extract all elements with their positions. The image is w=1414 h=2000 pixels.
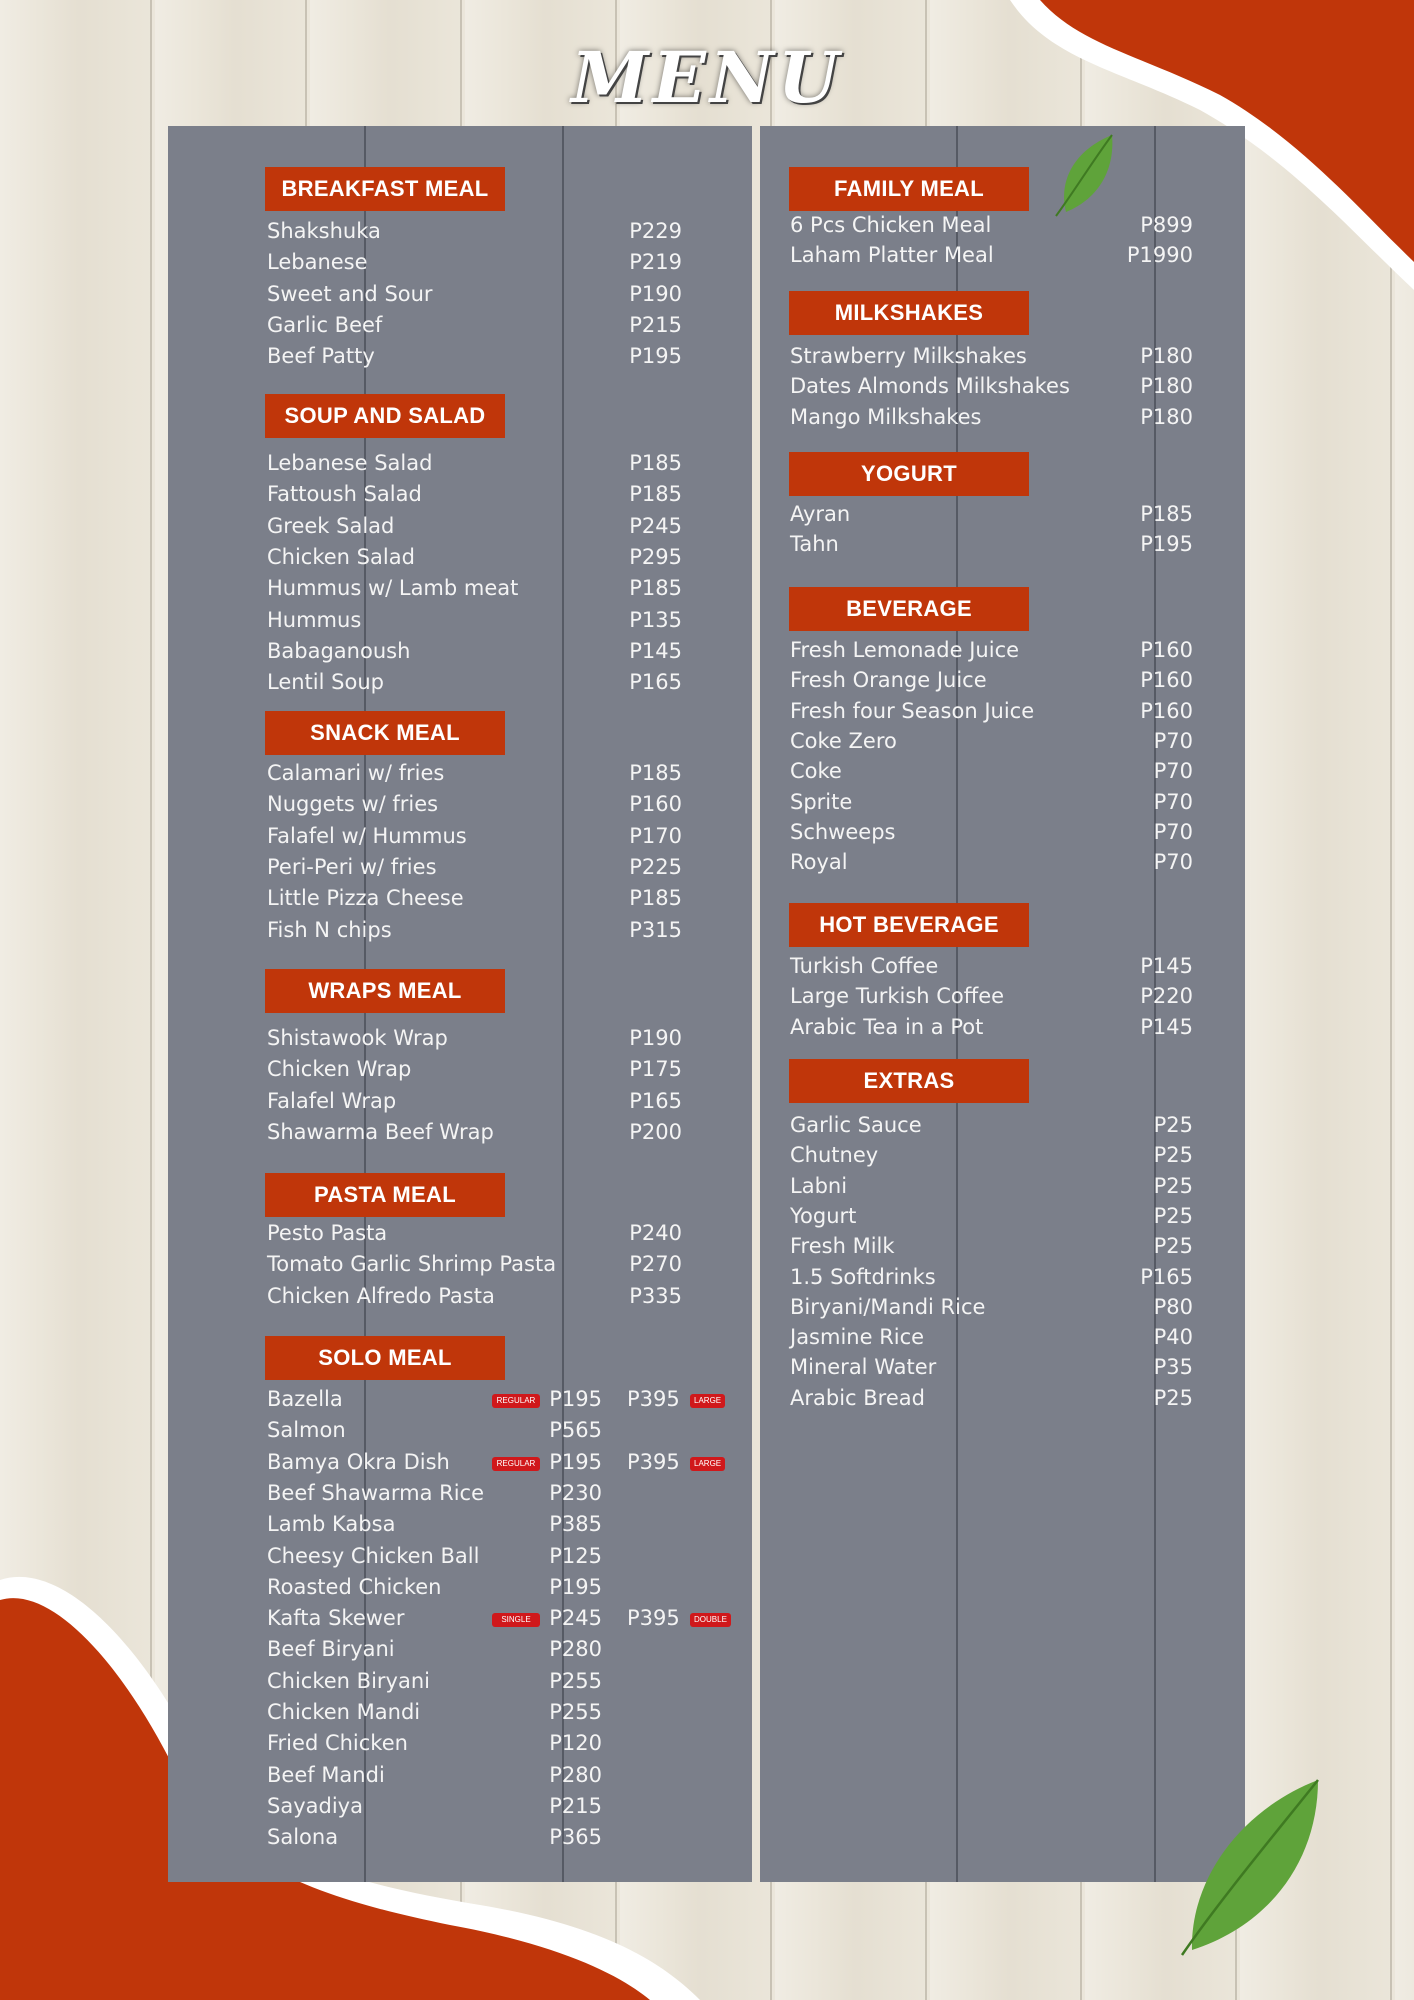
item-name: Falafel Wrap bbox=[267, 1088, 397, 1113]
item-name: Garlic Sauce bbox=[790, 1113, 922, 1137]
item-name: Greek Salad bbox=[267, 513, 395, 538]
item-price: P195 bbox=[549, 1387, 602, 1411]
item-price: P145 bbox=[1140, 954, 1193, 978]
menu-item bbox=[790, 790, 1414, 820]
size-tag: REGULAR bbox=[492, 1394, 540, 1408]
item-price-2: P395 bbox=[627, 1387, 680, 1411]
item-name: Chutney bbox=[790, 1143, 879, 1168]
item-name: 6 Pcs Chicken Meal bbox=[790, 213, 992, 237]
item-name: Chicken Mandi bbox=[267, 1700, 421, 1724]
section-header: SNACK MEAL bbox=[265, 711, 505, 755]
menu-item bbox=[790, 344, 1414, 374]
item-price: P255 bbox=[549, 1668, 602, 1693]
item-price: P160 bbox=[1140, 638, 1193, 662]
item-name: Sprite bbox=[790, 789, 853, 814]
menu-item bbox=[267, 1450, 1414, 1480]
item-name: Chicken Wrap bbox=[267, 1057, 412, 1082]
item-price: P335 bbox=[629, 1283, 682, 1308]
item-name: Coke bbox=[790, 759, 842, 784]
menu-item bbox=[267, 1575, 1414, 1605]
size-tag: SINGLE bbox=[492, 1613, 540, 1627]
item-name: Beef Mandi bbox=[267, 1762, 385, 1787]
item-name: Lebanese Salad bbox=[267, 451, 433, 475]
item-name: Fresh Milk bbox=[790, 1234, 895, 1259]
item-name: Sweet and Sour bbox=[267, 281, 433, 306]
item-price: P70 bbox=[1153, 728, 1193, 753]
item-price: P215 bbox=[549, 1793, 602, 1818]
menu-item bbox=[267, 1825, 1414, 1855]
item-price: P365 bbox=[549, 1825, 602, 1850]
item-name: Fried Chicken bbox=[267, 1731, 408, 1756]
menu-item bbox=[790, 1325, 1414, 1355]
section-header: FAMILY MEAL bbox=[789, 167, 1029, 211]
item-name: Beef Biryani bbox=[267, 1637, 395, 1662]
item-price: P195 bbox=[629, 344, 682, 369]
item-price: P25 bbox=[1153, 1385, 1193, 1410]
menu-item bbox=[267, 1700, 1414, 1730]
item-price: P180 bbox=[1140, 404, 1193, 429]
item-price: P385 bbox=[549, 1512, 602, 1537]
item-price: P120 bbox=[549, 1731, 602, 1756]
item-price: P1990 bbox=[1126, 243, 1193, 268]
item-price: P245 bbox=[549, 1606, 602, 1631]
item-name: Cheesy Chicken Ball bbox=[267, 1543, 480, 1568]
item-name: Roasted Chicken bbox=[267, 1574, 442, 1599]
item-name: Fresh Lemonade Juice bbox=[790, 638, 1020, 662]
menu-item bbox=[267, 1481, 1414, 1511]
item-name: Calamari w/ fries bbox=[267, 761, 445, 785]
item-price: P160 bbox=[1140, 668, 1193, 693]
item-name: Dates Almonds Milkshakes bbox=[790, 374, 1070, 399]
item-name: Falafel w/ Hummus bbox=[267, 823, 467, 848]
menu-item bbox=[790, 405, 1414, 435]
item-name: Beef Patty bbox=[267, 344, 375, 369]
menu-item bbox=[790, 850, 1414, 880]
section-header: EXTRAS bbox=[789, 1059, 1029, 1103]
item-price: P40 bbox=[1153, 1325, 1193, 1350]
section-header: HOT BEVERAGE bbox=[789, 903, 1029, 947]
item-price: P170 bbox=[629, 823, 682, 848]
item-name: Shakshuka bbox=[267, 219, 381, 243]
menu-item bbox=[267, 1512, 1414, 1542]
menu-item bbox=[790, 502, 1414, 532]
item-price: P145 bbox=[1140, 1014, 1193, 1039]
item-price: P25 bbox=[1153, 1234, 1193, 1259]
item-price: P80 bbox=[1153, 1294, 1193, 1319]
item-price: P135 bbox=[629, 607, 682, 632]
item-price: P229 bbox=[629, 219, 682, 243]
item-name: Jasmine Rice bbox=[790, 1325, 925, 1350]
item-name: Beef Shawarma Rice bbox=[267, 1480, 485, 1505]
item-price: P195 bbox=[549, 1574, 602, 1599]
section-header: SOLO MEAL bbox=[265, 1336, 505, 1380]
item-price: P185 bbox=[629, 886, 682, 911]
item-price: P185 bbox=[629, 761, 682, 785]
menu-item bbox=[790, 954, 1414, 984]
item-name: Labni bbox=[790, 1173, 848, 1198]
section-header: SOUP AND SALAD bbox=[265, 394, 505, 438]
item-name: Arabic Bread bbox=[790, 1385, 925, 1410]
menu-item bbox=[790, 699, 1414, 729]
item-name: Salona bbox=[267, 1825, 339, 1850]
item-name: Tomato Garlic Shrimp Pasta bbox=[267, 1252, 557, 1277]
item-price: P215 bbox=[629, 312, 682, 337]
item-name: Royal bbox=[790, 850, 848, 875]
item-name: Nuggets w/ fries bbox=[267, 792, 439, 817]
item-name: Little Pizza Cheese bbox=[267, 886, 464, 911]
item-price: P899 bbox=[1140, 213, 1193, 237]
menu-item bbox=[790, 1174, 1414, 1204]
item-price: P190 bbox=[629, 1026, 682, 1050]
item-price: P160 bbox=[629, 792, 682, 817]
item-name: Bazella bbox=[267, 1387, 343, 1411]
item-name: Yogurt bbox=[790, 1203, 857, 1228]
menu-item bbox=[790, 638, 1414, 668]
item-name: Coke Zero bbox=[790, 728, 897, 753]
menu-item bbox=[790, 1295, 1414, 1325]
item-price: P165 bbox=[1140, 1264, 1193, 1289]
item-price: P270 bbox=[629, 1252, 682, 1277]
item-price: P195 bbox=[1140, 532, 1193, 557]
item-name: Arabic Tea in a Pot bbox=[790, 1014, 984, 1039]
item-name: Lamb Kabsa bbox=[267, 1512, 396, 1537]
item-name: Hummus bbox=[267, 607, 362, 632]
menu-item bbox=[267, 1731, 1414, 1761]
item-name: Chicken Alfredo Pasta bbox=[267, 1283, 495, 1308]
item-name: Mango Milkshakes bbox=[790, 404, 982, 429]
item-name: Mineral Water bbox=[790, 1355, 937, 1380]
menu-item bbox=[790, 213, 1414, 243]
menu-item bbox=[267, 1606, 1414, 1636]
menu-item bbox=[790, 668, 1414, 698]
menu-item bbox=[790, 1143, 1414, 1173]
menu-item bbox=[790, 984, 1414, 1014]
item-price: P175 bbox=[629, 1057, 682, 1082]
item-name: Lentil Soup bbox=[267, 670, 384, 695]
item-price: P565 bbox=[549, 1418, 602, 1443]
item-price: P185 bbox=[1140, 502, 1193, 526]
item-price: P165 bbox=[629, 670, 682, 695]
menu-item bbox=[790, 1113, 1414, 1143]
item-price: P185 bbox=[629, 482, 682, 507]
item-price: P25 bbox=[1153, 1143, 1193, 1168]
item-price: P25 bbox=[1153, 1203, 1193, 1228]
item-name: Ayran bbox=[790, 502, 851, 526]
item-price: P180 bbox=[1140, 374, 1193, 399]
item-name: Fresh four Season Juice bbox=[790, 698, 1035, 723]
item-price: P200 bbox=[629, 1119, 682, 1144]
section-header: BEVERAGE bbox=[789, 587, 1029, 631]
item-price-2: P395 bbox=[627, 1606, 680, 1631]
item-price: P315 bbox=[629, 917, 682, 942]
menu-item bbox=[790, 532, 1414, 562]
item-price: P25 bbox=[1153, 1173, 1193, 1198]
item-price: P70 bbox=[1153, 850, 1193, 875]
item-price: P255 bbox=[549, 1700, 602, 1724]
item-price: P280 bbox=[549, 1637, 602, 1662]
item-price: P35 bbox=[1153, 1355, 1193, 1380]
item-price: P70 bbox=[1153, 819, 1193, 844]
item-name: Hummus w/ Lamb meat bbox=[267, 576, 519, 601]
menu-item bbox=[790, 243, 1414, 273]
leaf-icon-top bbox=[1056, 135, 1112, 216]
item-name: Bamya Okra Dish bbox=[267, 1449, 450, 1474]
item-name: Tahn bbox=[790, 532, 839, 557]
section-header: WRAPS MEAL bbox=[265, 969, 505, 1013]
item-price: P70 bbox=[1153, 789, 1193, 814]
item-price: P240 bbox=[629, 1221, 682, 1245]
item-name: Kafta Skewer bbox=[267, 1606, 405, 1631]
size-tag: LARGE bbox=[690, 1457, 725, 1471]
item-name: Turkish Coffee bbox=[790, 954, 939, 978]
item-price-2: P395 bbox=[627, 1449, 680, 1474]
menu-item bbox=[790, 1234, 1414, 1264]
item-price: P145 bbox=[629, 638, 682, 663]
size-tag: LARGE bbox=[690, 1394, 725, 1408]
menu-item bbox=[790, 1204, 1414, 1234]
item-price: P219 bbox=[629, 250, 682, 275]
item-name: Shawarma Beef Wrap bbox=[267, 1119, 494, 1144]
item-price: P185 bbox=[629, 576, 682, 601]
item-price: P280 bbox=[549, 1762, 602, 1787]
item-name: Fish N chips bbox=[267, 917, 392, 942]
page-title: MENU bbox=[571, 36, 843, 119]
item-name: Salmon bbox=[267, 1418, 346, 1443]
item-name: Sayadiya bbox=[267, 1793, 363, 1818]
menu-item bbox=[267, 1418, 1414, 1448]
section-header: YOGURT bbox=[789, 452, 1029, 496]
item-price: P180 bbox=[1140, 344, 1193, 368]
item-price: P195 bbox=[549, 1449, 602, 1474]
menu-item bbox=[267, 1794, 1414, 1824]
item-name: Chicken Biryani bbox=[267, 1668, 430, 1693]
menu-item bbox=[267, 1637, 1414, 1667]
menu-item bbox=[790, 1355, 1414, 1385]
item-price: P190 bbox=[629, 281, 682, 306]
menu-item bbox=[790, 1015, 1414, 1045]
item-price: P125 bbox=[549, 1543, 602, 1568]
item-price: P185 bbox=[629, 451, 682, 475]
item-name: Babaganoush bbox=[267, 638, 411, 663]
item-price: P225 bbox=[629, 854, 682, 879]
menu-item bbox=[790, 374, 1414, 404]
item-name: Pesto Pasta bbox=[267, 1221, 388, 1245]
item-price: P230 bbox=[549, 1480, 602, 1505]
size-tag: REGULAR bbox=[492, 1457, 540, 1471]
item-price: P25 bbox=[1153, 1113, 1193, 1137]
section-header: PASTA MEAL bbox=[265, 1173, 505, 1217]
item-name: Chicken Salad bbox=[267, 544, 415, 569]
item-name: Schweeps bbox=[790, 819, 896, 844]
menu-item bbox=[267, 1669, 1414, 1699]
item-price: P160 bbox=[1140, 698, 1193, 723]
item-price: P245 bbox=[629, 513, 682, 538]
menu-item bbox=[790, 1386, 1414, 1416]
item-price: P220 bbox=[1140, 984, 1193, 1009]
item-price: P165 bbox=[629, 1088, 682, 1113]
item-name: Biryani/Mandi Rice bbox=[790, 1294, 986, 1319]
item-name: Laham Platter Meal bbox=[790, 243, 994, 268]
item-name: Large Turkish Coffee bbox=[790, 984, 1005, 1009]
item-name: Garlic Beef bbox=[267, 312, 383, 337]
item-name: Fattoush Salad bbox=[267, 482, 422, 507]
item-name: Peri-Peri w/ fries bbox=[267, 854, 437, 879]
item-name: Fresh Orange Juice bbox=[790, 668, 987, 693]
menu-item bbox=[790, 820, 1414, 850]
section-header: BREAKFAST MEAL bbox=[265, 167, 505, 211]
menu-item bbox=[790, 729, 1414, 759]
item-price: P295 bbox=[629, 544, 682, 569]
item-price: P70 bbox=[1153, 759, 1193, 784]
menu-item bbox=[267, 1763, 1414, 1793]
section-header: MILKSHAKES bbox=[789, 291, 1029, 335]
menu-item bbox=[790, 759, 1414, 789]
menu-item bbox=[267, 1544, 1414, 1574]
item-name: Lebanese bbox=[267, 250, 368, 275]
size-tag: DOUBLE bbox=[690, 1613, 731, 1627]
item-name: 1.5 Softdrinks bbox=[790, 1264, 936, 1289]
menu-item bbox=[790, 1265, 1414, 1295]
item-name: Strawberry Milkshakes bbox=[790, 344, 1027, 368]
item-name: Shistawook Wrap bbox=[267, 1026, 448, 1050]
